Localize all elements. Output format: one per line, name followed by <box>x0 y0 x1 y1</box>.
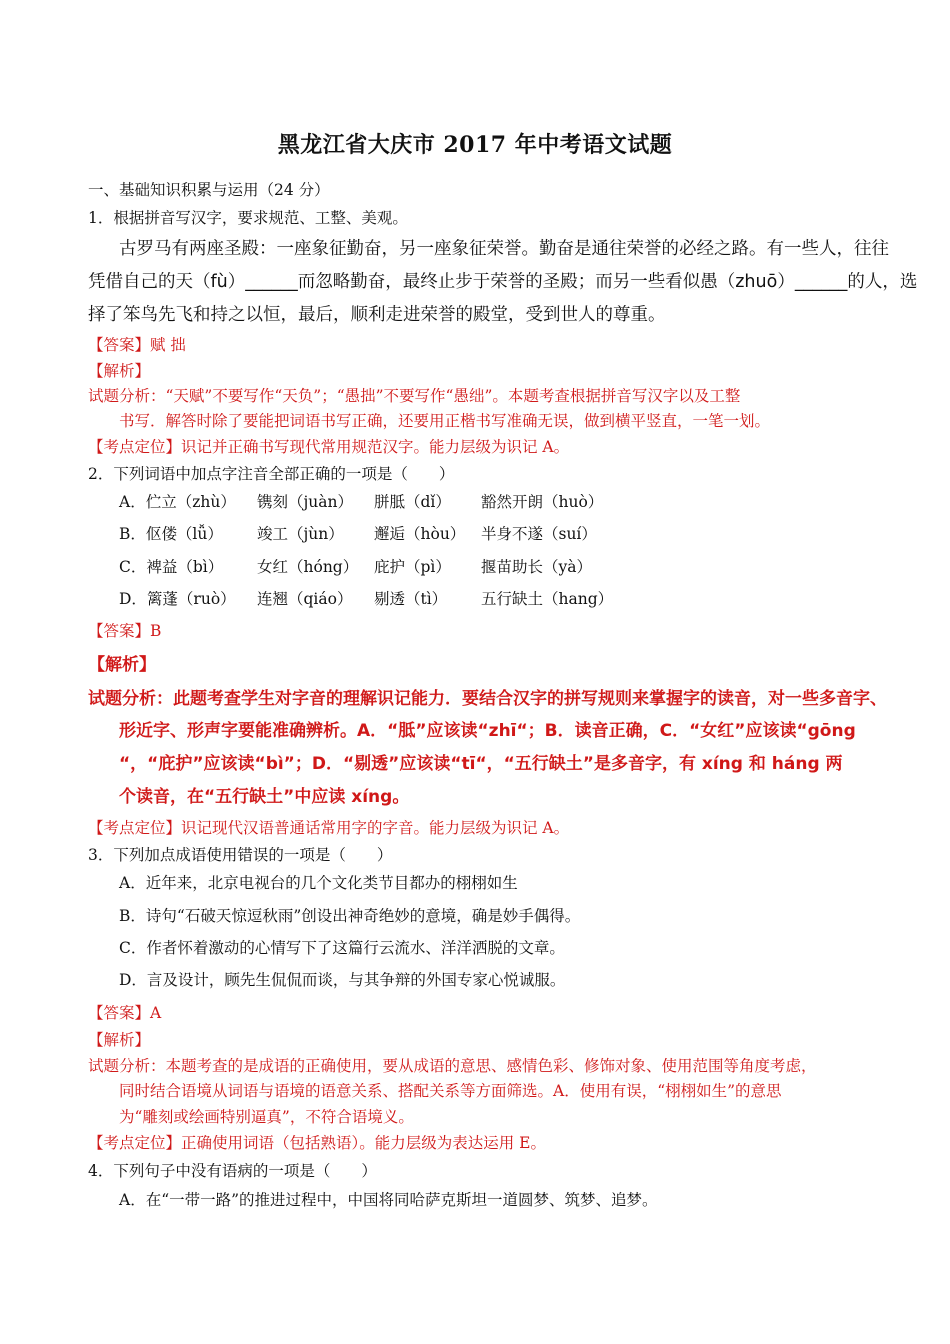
question-3-analysis-line: 试题分析：本题考查的是成语的正确使用，要从成语的意思、感情色彩、修饰对象、使用范围等角度考虑， <box>88 1057 817 1075</box>
question-2-analysis-line: 形近字、形声字要能准确辨析。A．“胝”应该读“zhī“；B．读音正确，C．“女红”应该读“gōng <box>119 721 856 741</box>
question-3-option-c: C．作者怀着激动的心情写下了这篇行云流水、洋洋洒脱的文章。 <box>119 939 565 957</box>
question-1-passage-line: 择了笨鸟先飞和持之以恒，最后，顺利走进荣誉的殿堂，受到世人的尊重。 <box>88 305 666 325</box>
question-2-option-d: D．篱蓬（ruò） 连翘（qiáo） 剔透（tì） 五行缺土（hang） <box>119 590 614 608</box>
question-3-answer: 【答案】A <box>88 1004 162 1022</box>
question-1-analysis-line: 书写．解答时除了要能把词语书写正确，还要用正楷书写准确无误，做到横平竖直，一笔一划。 <box>119 412 771 430</box>
question-3-option-d: D．言及设计，顾先生侃侃而谈，与其争辩的外国专家心悦诚服。 <box>119 971 566 989</box>
question-3-analysis-line: 同时结合语境从词语与语境的语意关系、搭配关系等方面筛选。A．使用有误，“栩栩如生”的意思 <box>119 1082 782 1100</box>
question-2-answer: 【答案】B <box>88 622 162 640</box>
question-1-analysis-label: 【解析】 <box>88 362 151 380</box>
question-1-analysis-line: 试题分析：“天赋”不要写作“天负”；“愚拙”不要写作“愚绌”。本题考查根据拼音写汉字以及工整 <box>88 387 741 405</box>
question-4-option-a: A．在“一带一路”的推进过程中，中国将同哈萨克斯坦一道圆梦、筑梦、追梦。 <box>119 1191 658 1209</box>
question-1-passage-line: 凭借自己的天（fù）______而忽略勤奋，最终止步于荣誉的圣殿；而另一些看似愚（zhuō）______的人，选 <box>88 272 918 292</box>
question-2-stem: 2．下列词语中加点字注音全部正确的一项是（ ） <box>88 465 455 483</box>
question-2-analysis-line: 个读音，在“五行缺土”中应读 xíng。 <box>119 787 410 807</box>
question-1-passage-line: 古罗马有两座圣殿：一座象征勤奋，另一座象征荣誉。勤奋是通往荣誉的必经之路。有一些人，往往 <box>119 239 889 259</box>
question-1-point: 【考点定位】识记并正确书写现代常用规范汉字。能力层级为识记 A。 <box>88 438 570 456</box>
question-1-stem: 1．根据拼音写汉字，要求规范、工整、美观。 <box>88 209 408 227</box>
question-4-stem: 4．下列句子中没有语病的一项是（ ） <box>88 1162 377 1180</box>
question-2-option-c: C．裨益（bì） 女红（hóng） 庇护（pì） 揠苗助长（yà） <box>119 558 592 576</box>
page-title: 黑龙江省大庆市 2017 年中考语文试题 <box>277 132 673 158</box>
question-3-analysis-line: 为“雕刻或绘画特别逼真”，不符合语境义。 <box>119 1108 414 1126</box>
question-2-option-a: A．伫立（zhù） 镌刻（juàn） 胼胝（dǐ） 豁然开朗（huò） <box>119 493 604 511</box>
question-2-analysis-line: 试题分析：此题考查学生对字音的理解识记能力．要结合汉字的拼写规则来掌握字的读音，对一些多音字、 <box>88 689 887 709</box>
question-3-point: 【考点定位】正确使用词语（包括熟语）。能力层级为表达运用 E。 <box>88 1134 546 1152</box>
question-2-option-b: B．伛偻（lǚ） 竣工（jùn） 邂逅（hòu） 半身不遂（suí） <box>119 525 597 543</box>
question-2-point: 【考点定位】识记现代汉语普通话常用字的字音。能力层级为识记 A。 <box>88 819 570 837</box>
question-2-analysis-line: “，“庇护”应该读“bì”；D．“剔透”应该读“tī“，“五行缺土”是多音字，有 xíng 和 háng 两 <box>119 754 843 774</box>
question-3-stem: 3．下列加点成语使用错误的一项是（ ） <box>88 846 393 864</box>
question-3-analysis-label: 【解析】 <box>88 1031 151 1049</box>
question-2-analysis-label: 【解析】 <box>88 655 156 675</box>
section-heading: 一、基础知识积累与运用（24 分） <box>88 181 330 199</box>
question-3-option-b: B．诗句“石破天惊逗秋雨”创设出神奇绝妙的意境，确是妙手偶得。 <box>119 907 581 925</box>
question-3-option-a: A．近年来，北京电视台的几个文化类节目都办的栩栩如生 <box>119 874 518 892</box>
question-1-answer: 【答案】赋 拙 <box>88 336 186 354</box>
